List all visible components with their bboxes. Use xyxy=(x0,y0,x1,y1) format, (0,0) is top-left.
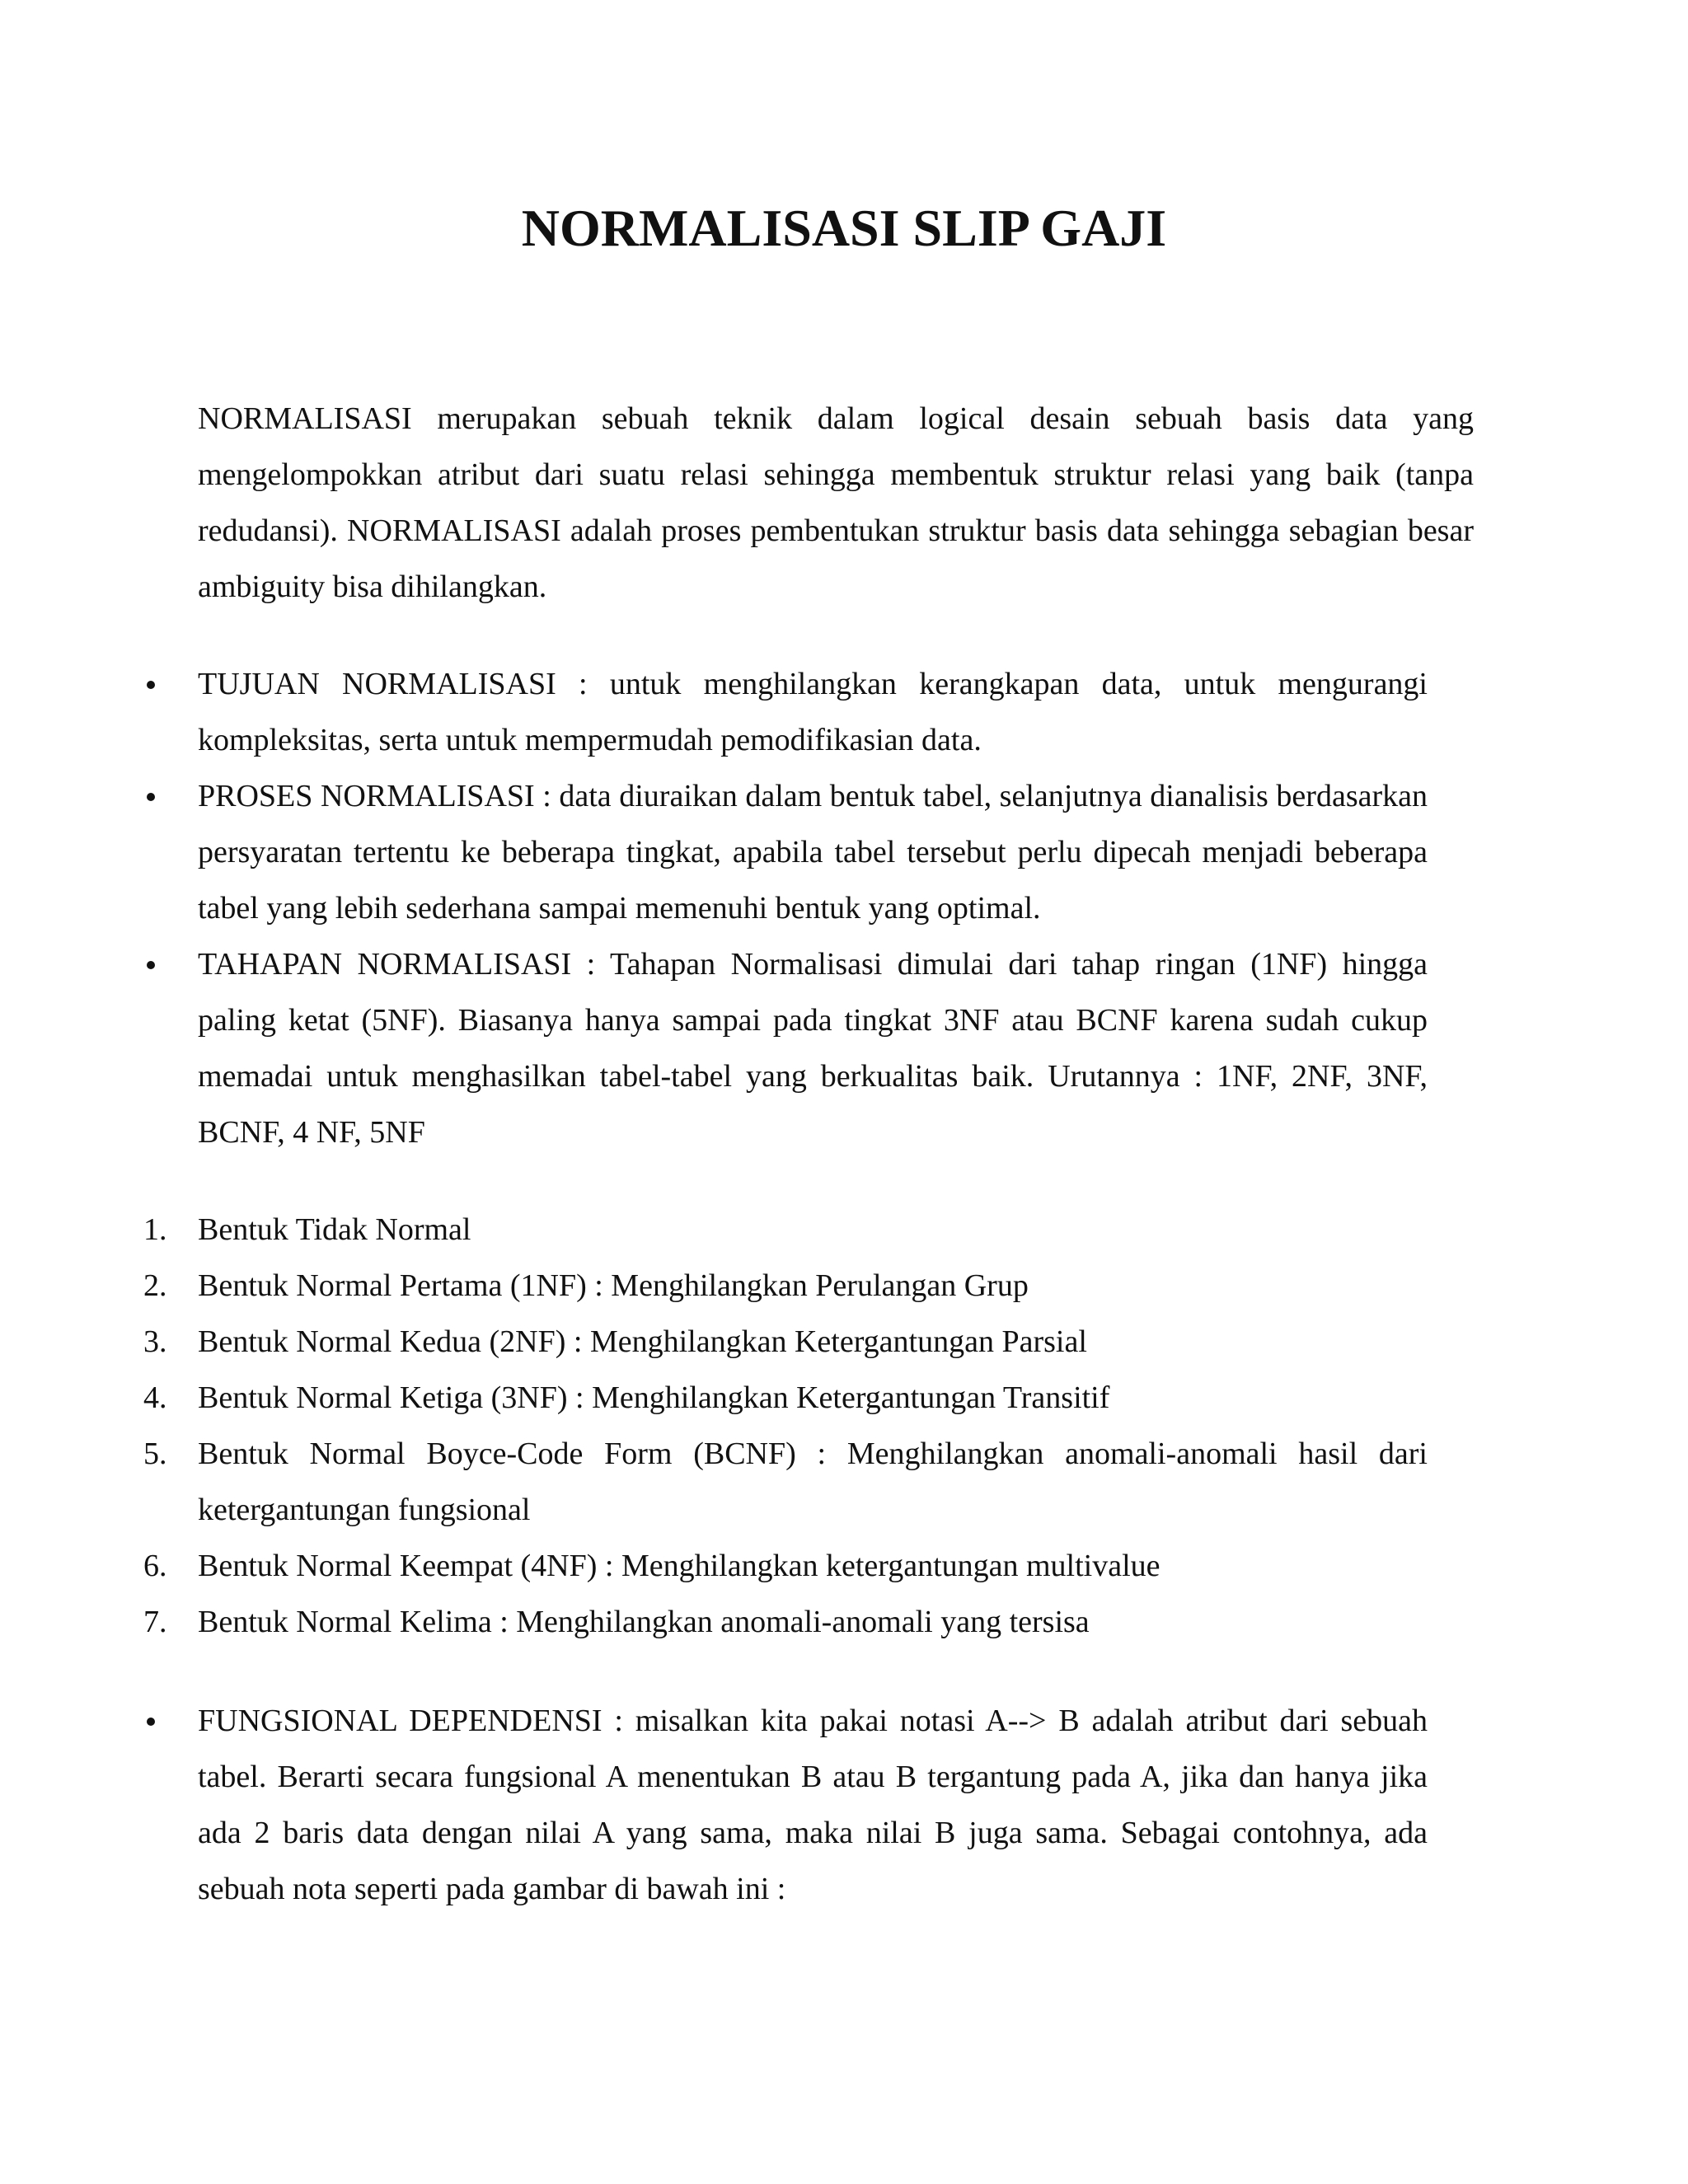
numbered-item xyxy=(143,1538,1428,1594)
bullet-text: FUNGSIONAL DEPENDENSI : misalkan kita pakai notasi A--> B adalah atribut dari sebuah tabel. Berarti secara fungsional A menentukan B atau B tergantung pada A, jika dan hanya jika ada 2 baris data dengan nilai A yang sama, maka nilai B juga sama. Sebagai contohnya, ada sebuah nota seperti pada gambar di bawah ini : xyxy=(198,1704,1428,1906)
bullet-text: TAHAPAN NORMALISASI : Tahapan Normalisasi dimulai dari tahap ringan (1NF) hingga paling ketat (5NF). Biasanya hanya sampai pada tingkat 3NF atau BCNF karena sudah cukup memadai untuk menghasilkan tabel-tabel yang berkualitas baik. Urutannya : 1NF, 2NF, 3NF, BCNF, 4 NF, 5NF xyxy=(198,947,1428,1150)
numbered-item xyxy=(143,1314,1428,1370)
page-title: NORMALISASI SLIP GAJI xyxy=(521,199,1167,257)
list-number: 1. xyxy=(143,1212,167,1247)
list-item-text: Bentuk Normal Boyce-Code Form (BCNF) : Menghilangkan anomali-anomali hasil dari ketergantungan fungsional xyxy=(198,1436,1428,1527)
bullet-icon xyxy=(147,1718,155,1726)
list-item-text: Bentuk Normal Keempat (4NF) : Menghilangkan ketergantungan multivalue xyxy=(198,1549,1160,1583)
bullet-icon xyxy=(147,961,155,969)
list-item-text: Bentuk Normal Kedua (2NF) : Menghilangkan Ketergantungan Parsial xyxy=(198,1324,1087,1359)
bullet-icon xyxy=(147,793,155,801)
numbered-item xyxy=(143,1258,1428,1314)
numbered-item xyxy=(143,1370,1428,1426)
list-number: 3. xyxy=(143,1324,167,1359)
list-number: 6. xyxy=(143,1549,167,1583)
numbered-item xyxy=(143,1202,1428,1258)
list-number: 7. xyxy=(143,1605,167,1639)
numbered-item xyxy=(143,1426,1428,1538)
bullet-item-tujuan xyxy=(198,656,1428,768)
list-item-text: Bentuk Normal Ketiga (3NF) : Menghilangkan Ketergantungan Transitif xyxy=(198,1380,1110,1415)
list-item-text: Bentuk Normal Pertama (1NF) : Menghilangkan Perulangan Grup xyxy=(198,1268,1029,1303)
bullet-text: TUJUAN NORMALISASI : untuk menghilangkan kerangkapan data, untuk mengurangi kompleksitas, serta untuk mempermudah pemodifikasian data. xyxy=(198,667,1428,757)
bullet-item-fungsional xyxy=(198,1693,1428,1917)
list-number: 5. xyxy=(143,1436,167,1471)
bullet-icon xyxy=(147,681,155,689)
list-item-text: Bentuk Tidak Normal xyxy=(198,1212,471,1247)
bullet-item-proses xyxy=(198,768,1428,936)
list-item-text: Bentuk Normal Kelima : Menghilangkan anomali-anomali yang tersisa xyxy=(198,1605,1090,1639)
bullet-text: PROSES NORMALISASI : data diuraikan dalam bentuk tabel, selanjutnya dianalisis berdasarkan persyaratan tertentu ke beberapa tingkat, apabila tabel tersebut perlu dipecah menjadi beberapa tabel yang lebih sederhana sampai memenuhi bentuk yang optimal. xyxy=(198,779,1428,926)
intro-paragraph: NORMALISASI merupakan sebuah teknik dalam logical desain sebuah basis data yang mengelompokkan atribut dari suatu relasi sehingga membentuk struktur relasi yang baik (tanpa redudansi). NORMALISASI adalah proses pembentukan struktur basis data sehingga sebagian besar ambiguity bisa dihilangkan. xyxy=(198,401,1474,604)
numbered-item xyxy=(143,1594,1428,1650)
bullet-item-tahapan xyxy=(198,936,1428,1160)
list-number: 2. xyxy=(143,1268,167,1303)
list-number: 4. xyxy=(143,1380,167,1415)
